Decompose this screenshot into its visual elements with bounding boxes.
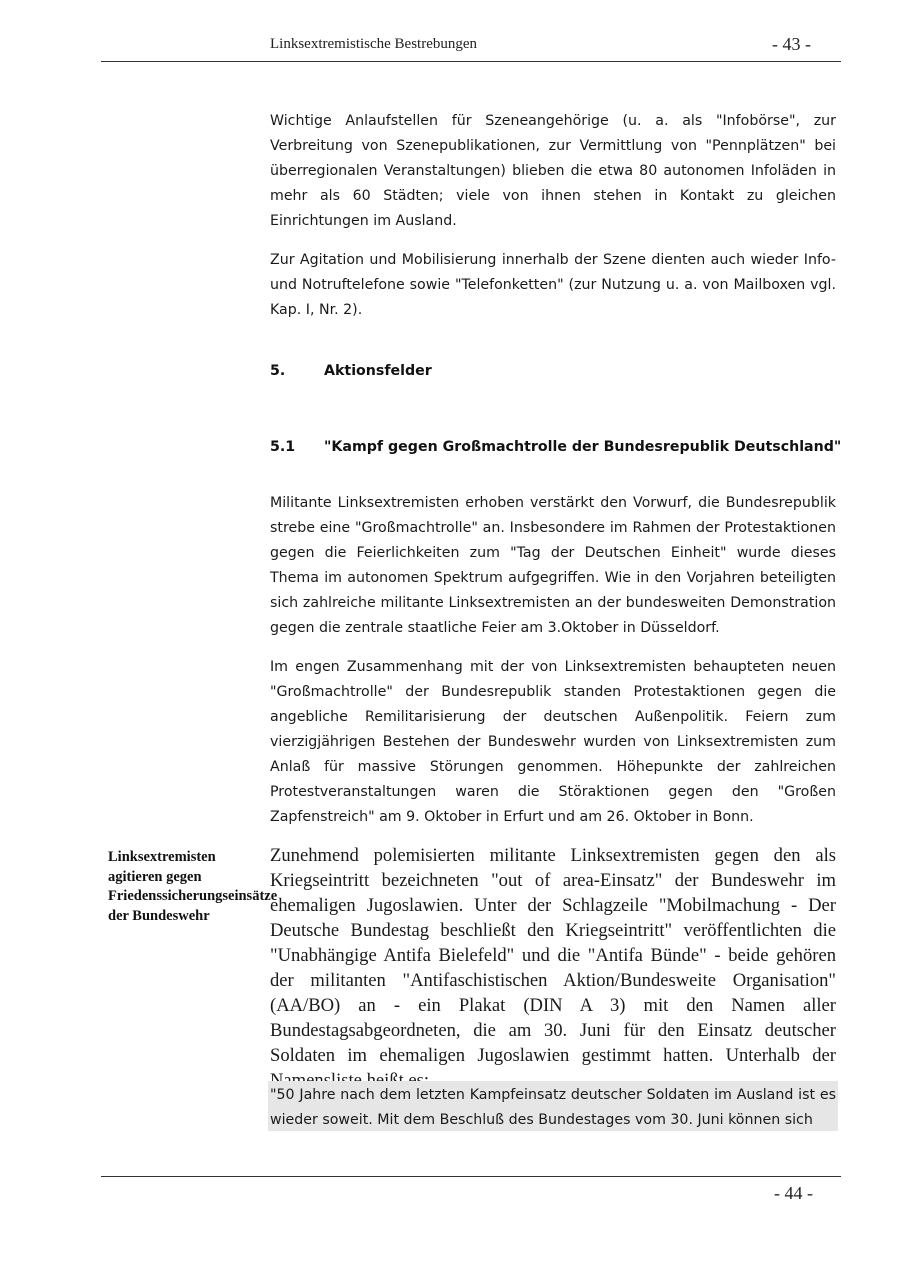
margin-note: Linksextremisten agitieren gegen Friedenssicherungseinsätze der Bundeswehr	[108, 849, 278, 924]
paragraph-grossmachtrolle: Militante Linksextremisten erhoben verstärkt den Vorwurf, die Bundesrepublik strebe eine "Großmachtrolle" an. Insbesondere im Rahmen der Protestaktionen gegen die Feierlichkeiten zum "Tag der Deutschen Einheit" wurde dieses Thema im autonomen Spektrum aufgegriffen. Wie in den Vorjahren beteiligten sich zahlreiche militante Linksextremisten an der bundesweiten Demonstration gegen die zentrale staatliche Feier am 3.Oktober in Düsseldorf.	[270, 495, 836, 636]
paragraph-remilitarisierung: Im engen Zusammenhang mit der von Linksextremisten behaupteten neuen "Großmachtrolle" der Bundesrepublik standen Protestaktionen gegen die angebliche Remilitarisierung der deutschen Außenpolitik. Feiern zum vierzigjährigen Bestehen der Bundeswehr wurden von Linksextremisten zum Anlaß für massive Störungen genommen. Höhepunkte der zahlreichen Protestveranstaltungen waren die Störaktionen gegen den "Großen Zapfenstreich" am 9. Oktober in Erfurt und am 26. Oktober in Bonn.	[270, 659, 836, 825]
section-number: 5.1	[270, 439, 296, 455]
page-header-number: - 43 -	[772, 34, 811, 54]
section-number: 5.	[270, 363, 286, 379]
section-heading-5	[270, 363, 432, 379]
paragraph-agitation: Zur Agitation und Mobilisierung innerhalb der Szene dienten auch wieder Info- und Notruftelefone sowie "Telefonketten" (zur Nutzung u. a. von Mailboxen vgl. Kap. I, Nr. 2).	[270, 252, 836, 318]
section-heading-5-1	[270, 439, 841, 455]
section-title: "Kampf gegen Großmachtrolle der Bundesrepublik Deutschland"	[324, 439, 842, 455]
footer-rule	[101, 1176, 841, 1177]
paragraph-out-of-area: Zunehmend polemisierten militante Linksextremisten gegen den als Kriegseintritt bezeichneten "out of area-Einsatz" der Bundeswehr im ehemaligen Jugoslawien. Unter der Schlagzeile "Mobilmachung - Der Deutsche Bundestag beschließt den Kriegseintritt" veröffentlichten die "Unabhängige Antifa Bielefeld" und die "Antifa Bünde" - beide gehören der militanten "Antifaschistischen Aktion/Bundesweite Organisation" (AA/BO) an - ein Plakat (DIN A 3) mit den Namen aller Bundestagsabgeordneten, die am 30. Juni für den Einsatz deutscher Soldaten im ehemaligen Jugoslawien gestimmt hatten. Unterhalb der	[270, 845, 836, 1066]
page-footer-number: - 44 -	[774, 1183, 813, 1203]
section-title: Aktionsfelder	[324, 363, 432, 379]
page-header-title: Linksextremistische Bestrebungen	[270, 36, 478, 52]
paragraph-infolaeden: Wichtige Anlaufstellen für Szeneangehörige (u. a. als "Infobörse", zur Verbreitung von Szenepublikationen, zur Vermittlung von "Pennplätzen" bei überregionalen Veranstaltungen) blieben die etwa 80 autonomen Infoläden in mehr als 60 Städten; viele von ihnen stehen in Kontakt zu gleichen Einrichtungen im Ausland.	[270, 113, 836, 229]
quote-text: "50 Jahre nach dem letzten Kampfeinsatz deutscher Soldaten im Ausland ist es wieder soweit. Mit dem Beschluß des Bundestages vom 30. Juni können sich	[270, 1087, 836, 1128]
quote-block	[268, 1081, 838, 1131]
header-rule	[101, 61, 841, 62]
